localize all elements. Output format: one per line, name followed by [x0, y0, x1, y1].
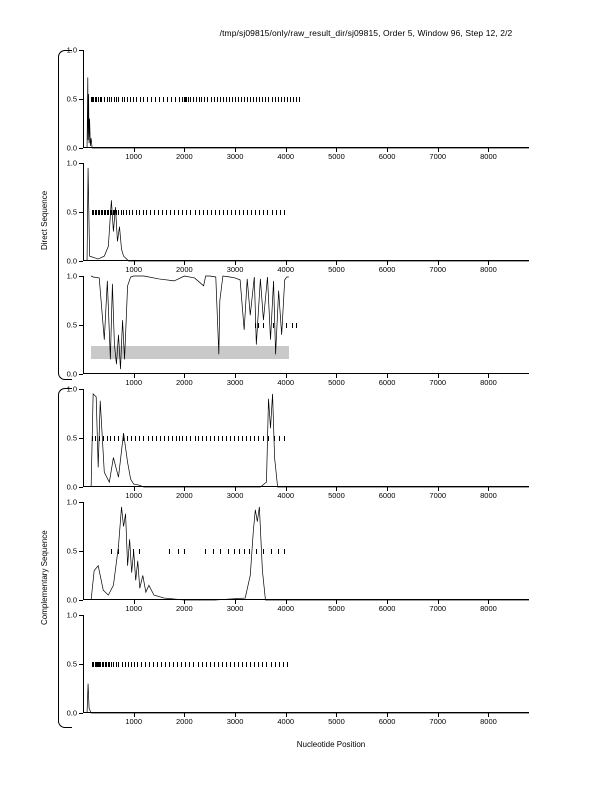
x-tick-label: 3000 [226, 152, 244, 161]
x-tick-label: 1000 [125, 604, 143, 613]
y-tick [79, 713, 83, 714]
x-tick-label: 8000 [480, 717, 497, 726]
x-tick-label: 3000 [226, 265, 244, 274]
x-tick-label: 4000 [277, 378, 295, 387]
x-tick-label: 2000 [176, 604, 193, 613]
signal-trace [83, 163, 529, 261]
x-tick-label: 4000 [277, 152, 295, 161]
y-tick-label: 0.0 [66, 369, 77, 379]
x-tick-label: 5000 [328, 604, 345, 613]
y-tick-label: 1.0 [66, 45, 77, 55]
chart-panel-6 [66, 610, 529, 726]
chart-panel-4 [66, 384, 529, 500]
signal-trace [83, 50, 529, 148]
x-axis-title: Nucleotide Position [296, 740, 366, 749]
x-tick-label: 8000 [480, 491, 497, 500]
x-tick-label: 6000 [378, 491, 396, 500]
x-tick-label: 1000 [125, 152, 143, 161]
chart-panel-1 [66, 45, 529, 161]
y-tick-label: 0.5 [66, 94, 77, 104]
x-tick-label: 7000 [429, 265, 447, 274]
y-tick-label: 0.5 [66, 207, 77, 217]
x-tick-label: 3000 [226, 378, 244, 387]
signal-trace [83, 276, 529, 374]
x-tick-label: 8000 [480, 152, 497, 161]
x-tick-label: 2000 [176, 265, 193, 274]
y-tick-label: 1.0 [66, 610, 77, 620]
x-tick-label: 6000 [378, 265, 396, 274]
y-tick-label: 0.5 [66, 433, 77, 443]
y-tick-label: 1.0 [66, 158, 77, 168]
x-tick-label: 2000 [176, 717, 193, 726]
y-tick-label: 1.0 [66, 497, 77, 507]
y-tick-label: 0.5 [66, 320, 77, 330]
x-tick-label: 5000 [328, 491, 345, 500]
chart-panel-2 [66, 158, 529, 274]
x-tick-label: 4000 [277, 491, 295, 500]
x-tick-label: 1000 [125, 265, 143, 274]
figure-title: /tmp/sj09815/only/raw_result_dir/sj09815, Order 5, Window 96, Step 12, 2/2 [219, 28, 513, 38]
y-tick-label: 1.0 [66, 384, 77, 394]
y-tick-label: 0.0 [66, 256, 77, 266]
y-tick-label: 0.5 [66, 659, 77, 669]
y-tick-label: 0.0 [66, 595, 77, 605]
x-tick-label: 1000 [125, 717, 143, 726]
signal-trace [83, 389, 529, 487]
x-tick-label: 7000 [429, 152, 447, 161]
x-tick-label: 8000 [480, 378, 497, 387]
x-tick-label: 2000 [176, 378, 193, 387]
x-tick-label: 1000 [125, 378, 143, 387]
y-tick-label: 1.0 [66, 271, 77, 281]
x-tick-label: 5000 [328, 265, 345, 274]
x-tick-label: 7000 [429, 604, 447, 613]
chart-panel-3 [66, 271, 529, 387]
y-tick-label: 0.0 [66, 708, 77, 718]
chart-panel-5 [66, 497, 529, 613]
x-tick-label: 6000 [378, 378, 396, 387]
x-tick-label: 5000 [328, 378, 345, 387]
x-tick-label: 6000 [378, 152, 396, 161]
x-tick-label: 2000 [176, 152, 193, 161]
x-tick-label: 3000 [226, 717, 244, 726]
x-tick-label: 7000 [429, 717, 447, 726]
x-tick-label: 6000 [378, 717, 396, 726]
signal-trace [83, 615, 529, 713]
y-axis-title-complementary: Complementary Sequence [40, 530, 49, 625]
x-tick-label: 3000 [226, 491, 244, 500]
signal-trace [83, 502, 529, 600]
y-tick [79, 374, 83, 375]
x-tick-label: 8000 [480, 604, 497, 613]
x-tick-label: 7000 [429, 491, 447, 500]
y-tick-label: 0.0 [66, 482, 77, 492]
x-tick-label: 3000 [226, 604, 244, 613]
x-tick-label: 4000 [277, 265, 295, 274]
x-tick-label: 5000 [328, 717, 345, 726]
y-axis-title-direct: Direct Sequence [40, 190, 49, 250]
x-tick-label: 4000 [277, 717, 295, 726]
y-tick [79, 600, 83, 601]
x-tick-label: 6000 [378, 604, 396, 613]
x-tick-label: 1000 [125, 491, 143, 500]
x-tick-label: 5000 [328, 152, 345, 161]
y-tick [79, 261, 83, 262]
y-tick [79, 148, 83, 149]
y-tick-label: 0.0 [66, 143, 77, 153]
x-tick-label: 8000 [480, 265, 497, 274]
x-tick-label: 4000 [277, 604, 295, 613]
y-tick-label: 0.5 [66, 546, 77, 556]
y-tick [79, 487, 83, 488]
x-tick-label: 2000 [176, 491, 193, 500]
x-tick-label: 7000 [429, 378, 447, 387]
